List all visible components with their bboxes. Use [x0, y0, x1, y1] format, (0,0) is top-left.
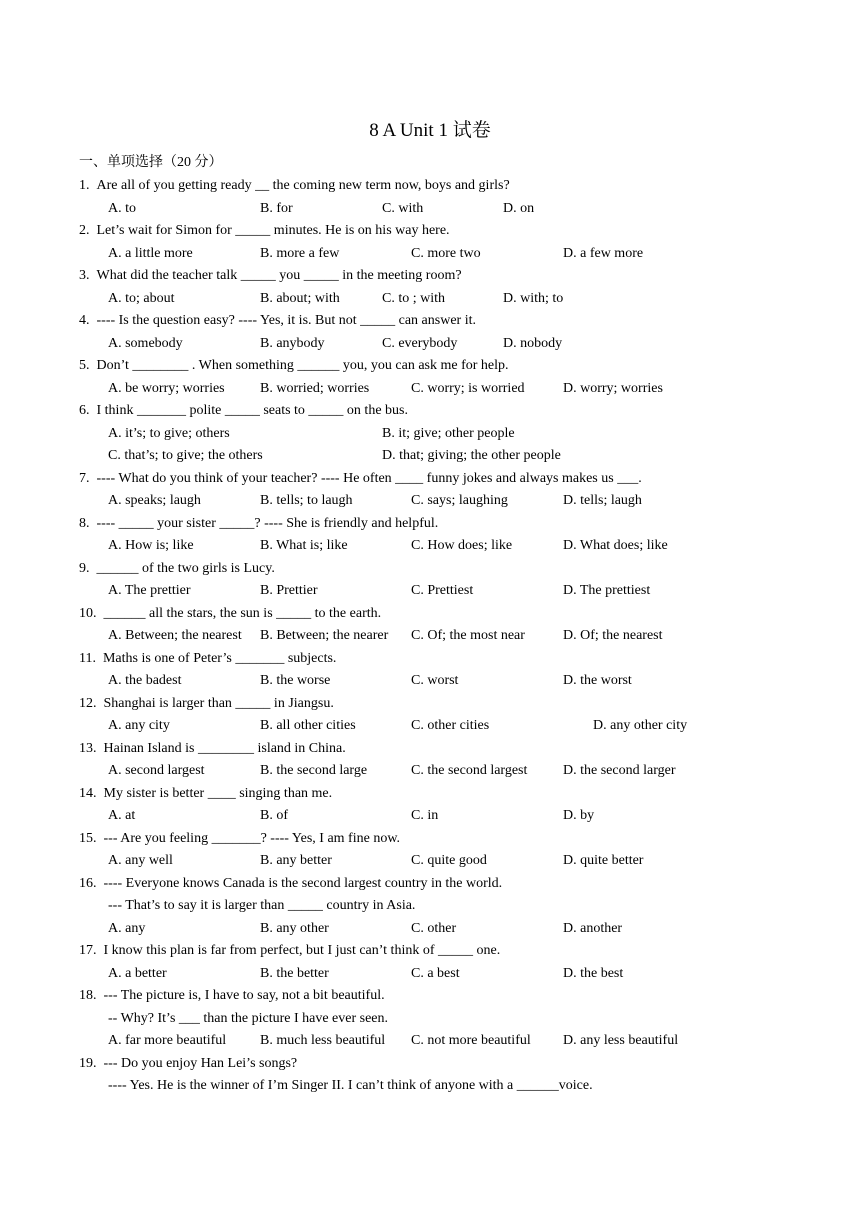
question-number: 1.: [79, 178, 90, 193]
option: D. The prettiest: [563, 583, 651, 598]
question-text: Let’s wait for Simon for _____ minutes. He is on his way here.: [96, 223, 450, 238]
question-number: 8.: [79, 515, 90, 531]
question-number: 2.: [79, 223, 90, 238]
option: D. nobody: [503, 335, 563, 351]
option: B. for: [260, 200, 293, 216]
question-number: 15.: [79, 830, 97, 846]
option: D. Of; the nearest: [563, 628, 663, 643]
option: A. at: [108, 808, 136, 823]
option: A. speaks; laugh: [108, 493, 201, 508]
question-number: 16.: [79, 875, 97, 891]
option: B. any better: [260, 853, 332, 868]
option: C. a best: [411, 965, 460, 981]
question-number: 10.: [79, 605, 97, 621]
option: D. any less beautiful: [563, 1033, 679, 1048]
option: A. any city: [108, 718, 170, 733]
option: D. the second larger: [563, 763, 676, 778]
question-number: 3.: [79, 268, 90, 283]
question-text-continued: -- Why? It’s ___ than the picture I have ever seen.: [108, 1010, 389, 1026]
question-text: Hainan Island is ________ island in China.: [103, 740, 346, 756]
question-stem: [79, 694, 334, 714]
option: A. The prettier: [108, 583, 191, 598]
option: C. to ; with: [382, 290, 446, 306]
option: D. a few more: [563, 245, 644, 261]
option: B. Between; the nearer: [260, 628, 389, 643]
question-number: 7.: [79, 470, 90, 486]
option: A. How is; like: [108, 538, 194, 553]
option: B. about; with: [260, 290, 340, 306]
option: C. not more beautiful: [411, 1033, 531, 1048]
option: C. worry; is worried: [411, 380, 525, 396]
question-text-continued: --- That’s to say it is larger than _____ country in Asia.: [108, 898, 416, 913]
question-stem: [79, 514, 438, 534]
option: A. a better: [108, 965, 167, 981]
question-text-continued: ---- Yes. He is the winner of I’m Singer II. I can’t think of anyone with a ______voice.: [108, 1078, 593, 1093]
option: B. all other cities: [260, 718, 356, 733]
question-number: 19.: [79, 1055, 97, 1071]
option: A. any: [108, 920, 146, 936]
option: C. in: [411, 808, 439, 823]
option: B. any other: [260, 920, 329, 936]
question-stem: [79, 356, 509, 376]
question-stem: [79, 401, 408, 421]
option: D. by: [563, 808, 595, 823]
option: C. more two: [411, 245, 481, 261]
option: D. quite better: [563, 853, 644, 868]
question-text: ---- Is the question easy? ---- Yes, it is. But not _____ can answer it.: [96, 313, 476, 328]
option: C. with: [382, 200, 424, 216]
question-text: ______ of the two girls is Lucy.: [96, 560, 275, 576]
option: C. other cities: [411, 718, 490, 733]
option: A. be worry; worries: [108, 380, 225, 396]
option: C. How does; like: [411, 538, 513, 553]
option: D. another: [563, 920, 623, 936]
question-stem: [79, 1054, 297, 1074]
question-number: 14.: [79, 785, 97, 801]
option: A. somebody: [108, 335, 183, 351]
question-number: 4.: [79, 313, 90, 328]
question-number: 13.: [79, 740, 97, 756]
option: B. What is; like: [260, 538, 348, 553]
option: A. the badest: [108, 673, 182, 688]
question-text: I think _______ polite _____ seats to _____ on the bus.: [96, 403, 408, 418]
option: C. Of; the most near: [411, 628, 525, 643]
option: D. the worst: [563, 673, 632, 688]
question-text: My sister is better ____ singing than me.: [103, 785, 333, 801]
option: B. the better: [260, 965, 329, 981]
option: A. second largest: [108, 763, 205, 778]
question-stem: [79, 176, 510, 196]
option: D. on: [503, 200, 535, 216]
question-stem: [79, 874, 502, 894]
question-stem: [79, 266, 462, 286]
question-stem: [79, 469, 642, 489]
option: D. that; giving; the other people: [382, 448, 561, 463]
section-heading: 一、单项选择（20 分）: [79, 155, 223, 170]
question-text: What did the teacher talk _____ you _____ in the meeting room?: [96, 268, 462, 283]
option: C. says; laughing: [411, 493, 508, 508]
option: B. Prettier: [260, 583, 318, 598]
question-number: 11.: [79, 650, 96, 666]
question-text: Shanghai is larger than _____ in Jiangsu.: [103, 695, 334, 711]
question-stem: [79, 221, 450, 241]
question-stem: [79, 559, 275, 579]
question-text: I know this plan is far from perfect, but I just can’t think of _____ one.: [103, 943, 501, 958]
option: A. it’s; to give; others: [108, 425, 230, 441]
question-stem: [79, 829, 400, 849]
option: D. any other city: [593, 718, 688, 733]
option: B. the worse: [260, 673, 331, 688]
option: D. worry; worries: [563, 380, 663, 396]
option: D. tells; laugh: [563, 493, 642, 508]
option: D. with; to: [503, 290, 564, 306]
question-text: ---- Everyone knows Canada is the second largest country in the world.: [103, 875, 503, 891]
option: C. worst: [411, 673, 459, 688]
question-stem: [79, 649, 336, 669]
question-stem: [79, 784, 332, 804]
question-stem: [79, 986, 385, 1006]
option: C. the second largest: [411, 763, 528, 778]
question-number: 5.: [79, 358, 90, 373]
option: C. everybody: [382, 335, 458, 351]
option: B. much less beautiful: [260, 1033, 386, 1048]
question-text: Are all of you getting ready __ the coming new term now, boys and girls?: [96, 178, 510, 193]
option: C. other: [411, 920, 457, 936]
question-stem: [79, 311, 476, 331]
option: B. of: [260, 808, 288, 823]
option: A. to: [108, 200, 136, 216]
option: A. far more beautiful: [108, 1033, 227, 1048]
question-text: Maths is one of Peter’s _______ subjects.: [102, 650, 337, 666]
option: B. more a few: [260, 245, 340, 261]
option: B. the second large: [260, 763, 368, 778]
option: C. that’s; to give; the others: [108, 448, 263, 463]
option: D. What does; like: [563, 538, 668, 553]
question-text: Don’t ________ . When something ______ you, you can ask me for help.: [96, 358, 509, 373]
option: D. the best: [563, 965, 624, 981]
option: C. quite good: [411, 853, 487, 868]
question-stem: [79, 604, 381, 624]
question-text: ______ all the stars, the sun is _____ to the earth.: [103, 605, 382, 621]
question-number: 17.: [79, 943, 97, 958]
question-text: --- Do you enjoy Han Lei’s songs?: [103, 1055, 298, 1071]
option: A. to; about: [108, 290, 175, 306]
question-stem: [79, 941, 500, 961]
option: A. any well: [108, 853, 173, 868]
question-text: --- Are you feeling _______? ---- Yes, I am fine now.: [103, 830, 401, 846]
question-text: ---- _____ your sister _____? ---- She is friendly and helpful.: [96, 515, 439, 531]
option: A. Between; the nearest: [108, 628, 242, 643]
question-number: 18.: [79, 988, 97, 1003]
option: B. worried; worries: [260, 380, 370, 396]
page-title: 8 A Unit 1 试卷: [369, 120, 491, 141]
question-text: --- The picture is, I have to say, not a bit beautiful.: [103, 988, 385, 1003]
question-number: 6.: [79, 403, 90, 418]
option: B. it; give; other people: [382, 425, 515, 441]
question-stem: [79, 739, 346, 759]
option: B. anybody: [260, 335, 325, 351]
question-number: 12.: [79, 695, 97, 711]
question-number: 9.: [79, 560, 90, 576]
option: C. Prettiest: [411, 583, 474, 598]
option: B. tells; to laugh: [260, 493, 353, 508]
option: A. a little more: [108, 245, 193, 261]
question-text: ---- What do you think of your teacher? ---- He often ____ funny jokes and always makes us ___.: [96, 470, 642, 486]
